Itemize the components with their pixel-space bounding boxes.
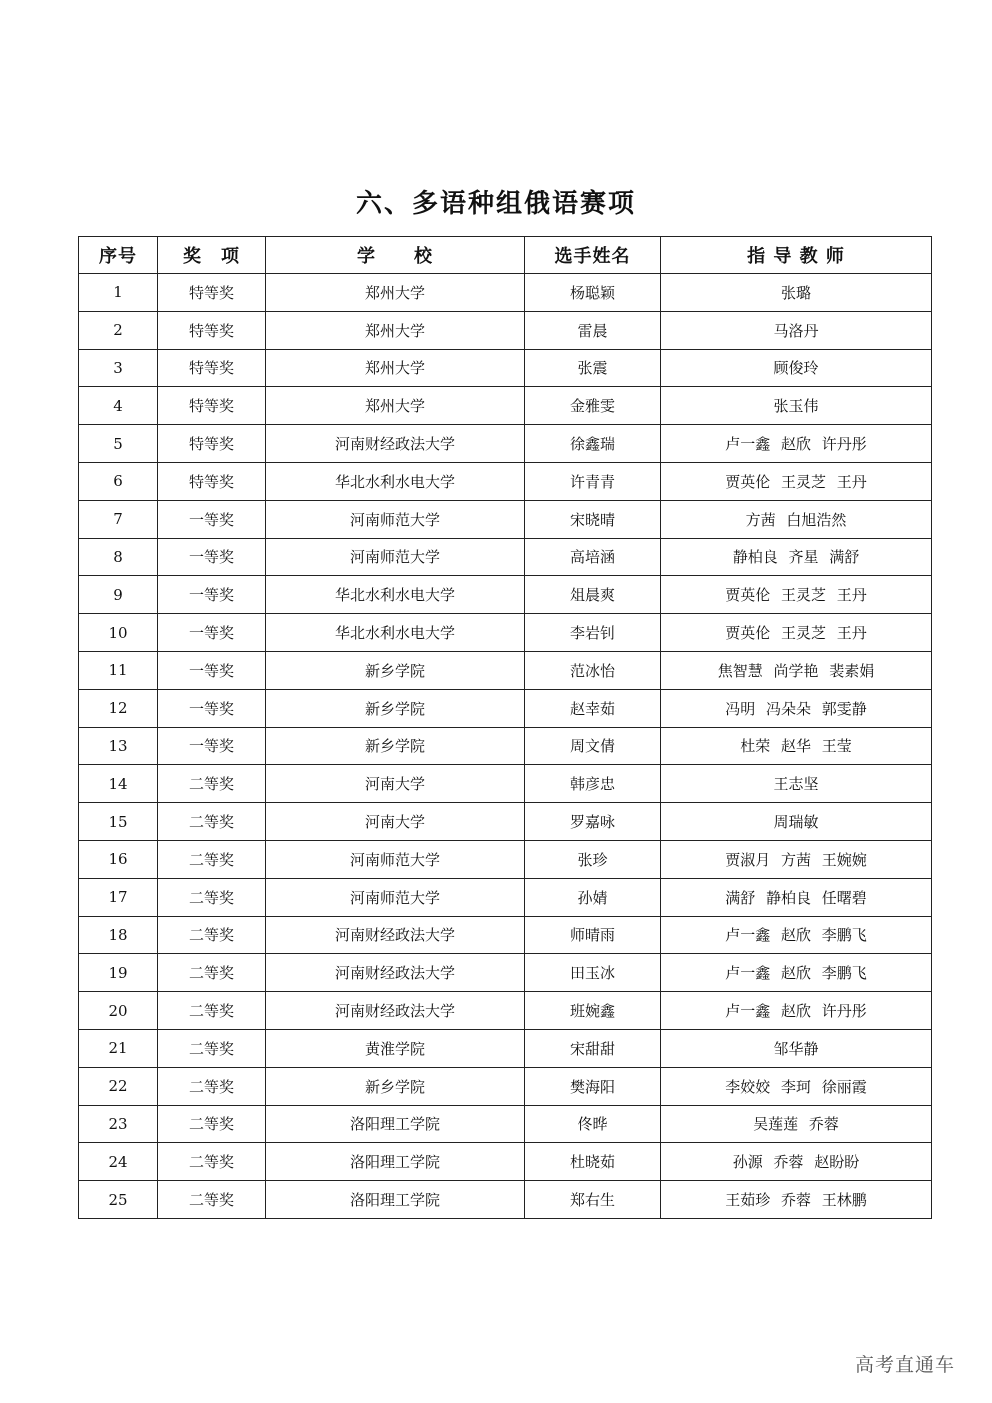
cell-award: 特等奖: [158, 274, 266, 312]
cell-award: 二等奖: [158, 1029, 266, 1067]
cell-contestant: 周文倩: [525, 727, 661, 765]
cell-award: 一等奖: [158, 576, 266, 614]
cell-school: 河南财经政法大学: [266, 992, 525, 1030]
cell-index: 24: [79, 1143, 158, 1181]
cell-award: 二等奖: [158, 878, 266, 916]
cell-teachers: 王茹珍 乔蓉 王林鹏: [661, 1181, 932, 1219]
cell-award: 二等奖: [158, 1105, 266, 1143]
cell-contestant: 高培涵: [525, 538, 661, 576]
cell-contestant: 郑右生: [525, 1181, 661, 1219]
cell-award: 二等奖: [158, 803, 266, 841]
table-row: [79, 954, 932, 992]
cell-index: 15: [79, 803, 158, 841]
table-row: [79, 651, 932, 689]
cell-school: 河南师范大学: [266, 500, 525, 538]
cell-contestant: 田玉冰: [525, 954, 661, 992]
cell-school: 华北水利水电大学: [266, 462, 525, 500]
cell-school: 河南师范大学: [266, 878, 525, 916]
cell-school: 华北水利水电大学: [266, 576, 525, 614]
cell-teachers: 邹华静: [661, 1029, 932, 1067]
cell-index: 2: [79, 311, 158, 349]
table-row: [79, 992, 932, 1030]
cell-award: 二等奖: [158, 1143, 266, 1181]
cell-teachers: 张璐: [661, 274, 932, 312]
cell-award: 二等奖: [158, 1181, 266, 1219]
cell-index: 14: [79, 765, 158, 803]
cell-teachers: 卢一鑫 赵欣 李鹏飞: [661, 916, 932, 954]
cell-school: 郑州大学: [266, 387, 525, 425]
table-row: [79, 765, 932, 803]
cell-index: 10: [79, 614, 158, 652]
table-row: [79, 500, 932, 538]
cell-contestant: 张珍: [525, 840, 661, 878]
table-row: [79, 425, 932, 463]
cell-school: 郑州大学: [266, 274, 525, 312]
cell-teachers: 满舒 静柏良 任曙碧: [661, 878, 932, 916]
cell-index: 12: [79, 689, 158, 727]
cell-index: 6: [79, 462, 158, 500]
cell-award: 一等奖: [158, 538, 266, 576]
cell-index: 25: [79, 1181, 158, 1219]
cell-teachers: 贾英伦 王灵芝 王丹: [661, 614, 932, 652]
table-row: [79, 614, 932, 652]
cell-award: 一等奖: [158, 727, 266, 765]
cell-contestant: 宋甜甜: [525, 1029, 661, 1067]
cell-index: 8: [79, 538, 158, 576]
cell-award: 二等奖: [158, 1067, 266, 1105]
cell-award: 一等奖: [158, 689, 266, 727]
cell-teachers: 贾英伦 王灵芝 王丹: [661, 576, 932, 614]
cell-school: 河南大学: [266, 803, 525, 841]
cell-index: 5: [79, 425, 158, 463]
table-row: [79, 803, 932, 841]
table-row: [79, 1029, 932, 1067]
cell-index: 18: [79, 916, 158, 954]
table-row: [79, 538, 932, 576]
cell-contestant: 韩彦忠: [525, 765, 661, 803]
table-row: [79, 840, 932, 878]
cell-index: 23: [79, 1105, 158, 1143]
table-row: [79, 1105, 932, 1143]
cell-contestant: 张震: [525, 349, 661, 387]
cell-award: 一等奖: [158, 500, 266, 538]
cell-school: 河南师范大学: [266, 840, 525, 878]
results-table: [78, 236, 932, 1219]
table-row: [79, 349, 932, 387]
cell-teachers: 卢一鑫 赵欣 李鹏飞: [661, 954, 932, 992]
cell-school: 河南师范大学: [266, 538, 525, 576]
table-header-row: [79, 237, 932, 274]
cell-school: 河南大学: [266, 765, 525, 803]
cell-index: 13: [79, 727, 158, 765]
table-row: [79, 1181, 932, 1219]
cell-award: 一等奖: [158, 614, 266, 652]
cell-school: 洛阳理工学院: [266, 1143, 525, 1181]
header-contestant: 选手姓名: [525, 237, 661, 274]
cell-contestant: 雷晨: [525, 311, 661, 349]
cell-school: 黄淮学院: [266, 1029, 525, 1067]
watermark-text: 高考直通车: [855, 1354, 956, 1376]
cell-teachers: 方茜 白旭浩然: [661, 500, 932, 538]
cell-award: 特等奖: [158, 311, 266, 349]
cell-school: 新乡学院: [266, 727, 525, 765]
cell-index: 22: [79, 1067, 158, 1105]
cell-award: 特等奖: [158, 462, 266, 500]
cell-index: 21: [79, 1029, 158, 1067]
header-index: 序号: [79, 237, 158, 274]
cell-teachers: 贾英伦 王灵芝 王丹: [661, 462, 932, 500]
cell-teachers: 贾淑月 方茜 王婉婉: [661, 840, 932, 878]
table-row: [79, 1143, 932, 1181]
cell-contestant: 樊海阳: [525, 1067, 661, 1105]
cell-contestant: 杜晓茹: [525, 1143, 661, 1181]
cell-award: 二等奖: [158, 992, 266, 1030]
cell-award: 二等奖: [158, 954, 266, 992]
cell-school: 华北水利水电大学: [266, 614, 525, 652]
cell-index: 16: [79, 840, 158, 878]
table-body: [79, 274, 932, 1219]
cell-contestant: 俎晨爽: [525, 576, 661, 614]
cell-teachers: 卢一鑫 赵欣 许丹彤: [661, 992, 932, 1030]
cell-school: 新乡学院: [266, 651, 525, 689]
table-row: [79, 689, 932, 727]
cell-contestant: 金雅雯: [525, 387, 661, 425]
page-title: 六、多语种组俄语赛项: [355, 189, 636, 219]
cell-index: 3: [79, 349, 158, 387]
cell-award: 二等奖: [158, 765, 266, 803]
cell-contestant: 孙婧: [525, 878, 661, 916]
cell-school: 河南财经政法大学: [266, 954, 525, 992]
cell-index: 9: [79, 576, 158, 614]
cell-contestant: 班婉鑫: [525, 992, 661, 1030]
cell-index: 4: [79, 387, 158, 425]
cell-index: 7: [79, 500, 158, 538]
cell-teachers: 冯明 冯朵朵 郭雯静: [661, 689, 932, 727]
cell-contestant: 范冰怡: [525, 651, 661, 689]
cell-teachers: 张玉伟: [661, 387, 932, 425]
cell-school: 新乡学院: [266, 1067, 525, 1105]
cell-teachers: 孙源 乔蓉 赵盼盼: [661, 1143, 932, 1181]
cell-award: 特等奖: [158, 387, 266, 425]
cell-index: 17: [79, 878, 158, 916]
cell-school: 郑州大学: [266, 311, 525, 349]
table-row: [79, 387, 932, 425]
cell-index: 1: [79, 274, 158, 312]
cell-contestant: 佟晔: [525, 1105, 661, 1143]
cell-contestant: 许青青: [525, 462, 661, 500]
cell-award: 一等奖: [158, 651, 266, 689]
table-row: [79, 274, 932, 312]
cell-school: 洛阳理工学院: [266, 1181, 525, 1219]
cell-contestant: 赵幸茹: [525, 689, 661, 727]
cell-teachers: 静柏良 齐星 满舒: [661, 538, 932, 576]
cell-award: 特等奖: [158, 425, 266, 463]
cell-contestant: 杨聪颖: [525, 274, 661, 312]
cell-teachers: 吴莲莲 乔蓉: [661, 1105, 932, 1143]
table-row: [79, 878, 932, 916]
table-row: [79, 311, 932, 349]
cell-teachers: 王志坚: [661, 765, 932, 803]
cell-teachers: 焦智慧 尚学艳 裴素娟: [661, 651, 932, 689]
cell-index: 11: [79, 651, 158, 689]
cell-award: 二等奖: [158, 916, 266, 954]
cell-contestant: 宋晓晴: [525, 500, 661, 538]
cell-teachers: 卢一鑫 赵欣 许丹彤: [661, 425, 932, 463]
table-row: [79, 576, 932, 614]
header-award: 奖 项: [158, 237, 266, 274]
cell-school: 洛阳理工学院: [266, 1105, 525, 1143]
cell-teachers: 杜荣 赵华 王莹: [661, 727, 932, 765]
table-row: [79, 1067, 932, 1105]
cell-school: 郑州大学: [266, 349, 525, 387]
cell-award: 特等奖: [158, 349, 266, 387]
cell-teachers: 周瑞敏: [661, 803, 932, 841]
header-teachers: 指 导 教 师: [661, 237, 932, 274]
cell-contestant: 罗嘉咏: [525, 803, 661, 841]
cell-school: 河南财经政法大学: [266, 425, 525, 463]
table-row: [79, 727, 932, 765]
cell-teachers: 马洛丹: [661, 311, 932, 349]
cell-school: 河南财经政法大学: [266, 916, 525, 954]
cell-index: 20: [79, 992, 158, 1030]
cell-index: 19: [79, 954, 158, 992]
cell-award: 二等奖: [158, 840, 266, 878]
cell-contestant: 李岩钊: [525, 614, 661, 652]
cell-teachers: 顾俊玲: [661, 349, 932, 387]
table-row: [79, 916, 932, 954]
cell-teachers: 李姣姣 李珂 徐丽霞: [661, 1067, 932, 1105]
header-school: 学 校: [266, 237, 525, 274]
cell-contestant: 徐鑫瑞: [525, 425, 661, 463]
table-row: [79, 462, 932, 500]
cell-contestant: 师晴雨: [525, 916, 661, 954]
cell-school: 新乡学院: [266, 689, 525, 727]
